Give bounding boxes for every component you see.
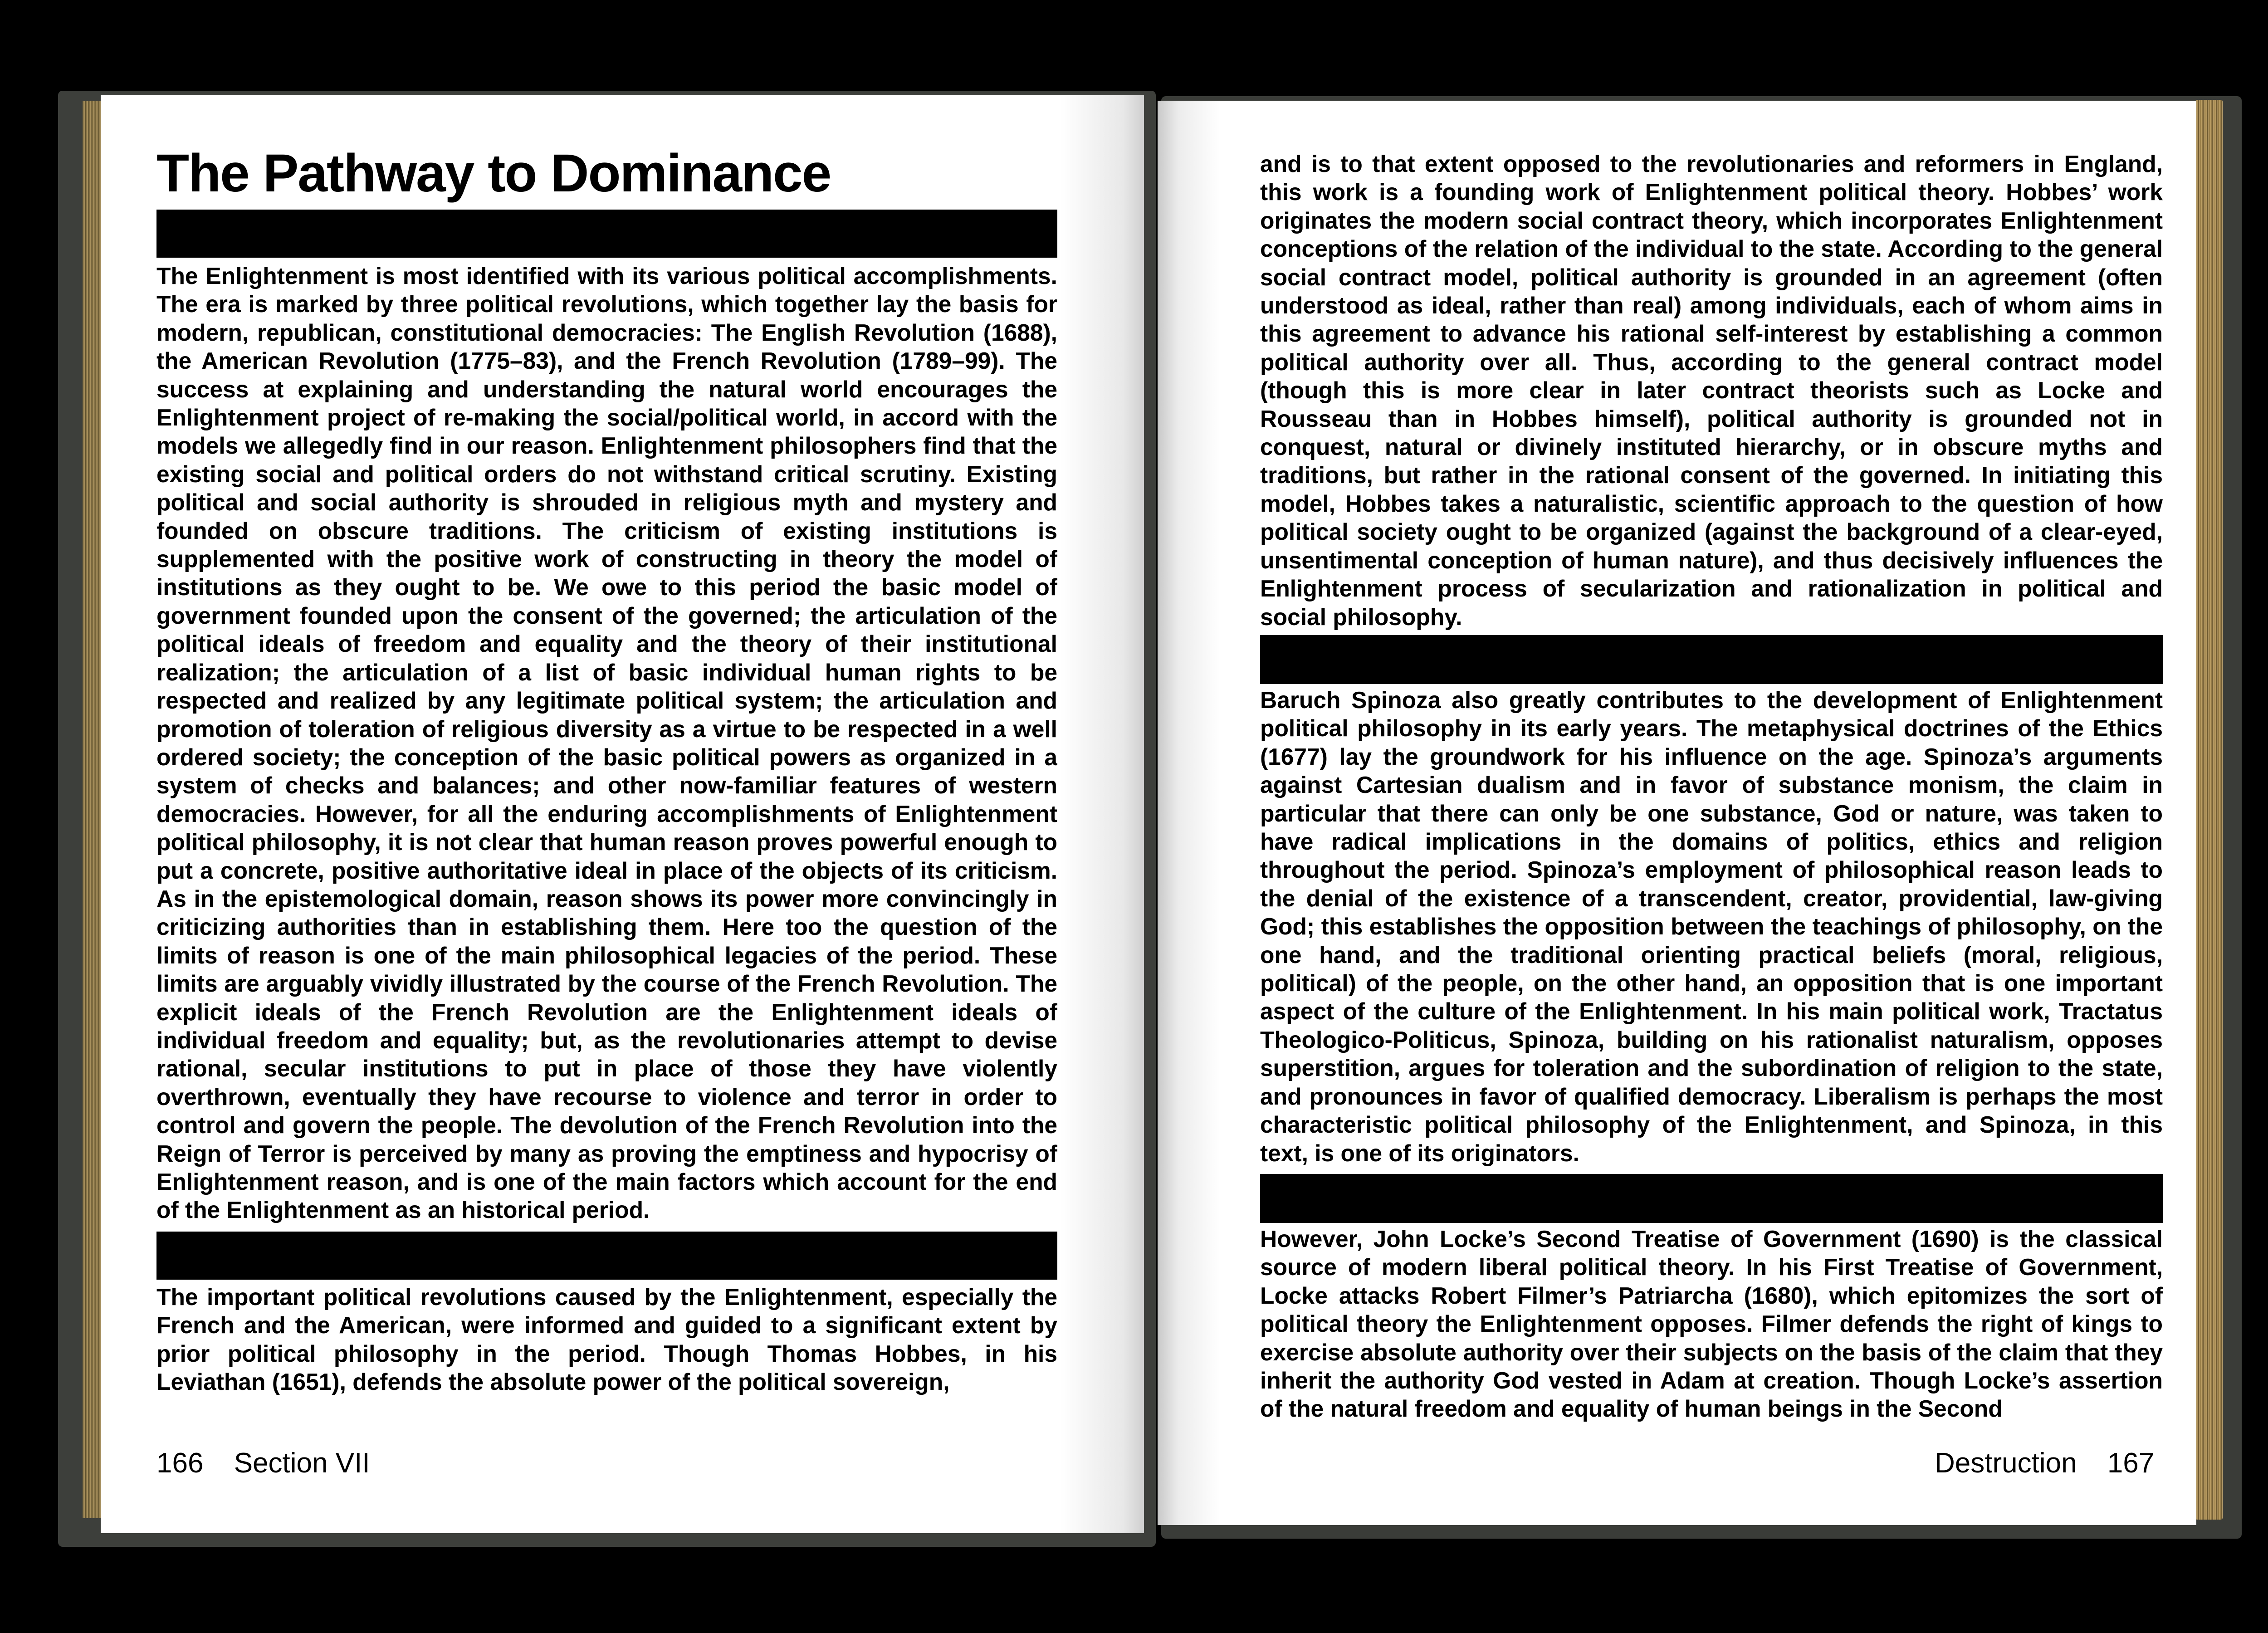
redaction-bar bbox=[1260, 1174, 2163, 1223]
page-edges-left bbox=[83, 101, 101, 1518]
page-title: The Pathway to Dominance bbox=[156, 143, 831, 203]
section-label: Section VII bbox=[234, 1447, 370, 1479]
left-paragraph-1: The Enlightenment is most identified with its various political accomplishments. The era is marked by three political revolutions, which together lay the basis for modern, republican, constitutional democracies: The English Revolution (1688), the American Revolution (1775–83), and the French Revolution (1789–99). The success at explaining and understanding the natural world encourages the Enlightenment project of re-making the social/political world, in accord with the models we allegedly find in our reason. Enlightenment philosophers find that the existing social and political orders do not withstand critical scrutiny. Existing political and social authority is shrouded in religious myth and mystery and founded on obscure traditions. The criticism of existing institutions is supplemented with the positive work of constructing in theory the model of institutions as they ought to be. We owe to this period the basic model of government founded upon the consent of the governed; the articulation of the political ideals of freedom and equality and the theory of their institutional realization; the articulation of a list of basic individual human rights to be respected and realized by any legitimate political system; the articulation and promotion of toleration of religious diversity as a virtue to be respected in a well ordered society; the conception of the basic political powers as organized in a system of checks and balances; and other now-familiar features of western democracies. However, for all the enduring accomplishments of Enlightenment political philosophy, it is not clear that human reason proves powerful enough to put a concrete, positive authoritative ideal in place of the objects of its criticism. As in the epistemological domain, reason shows its power more convincingly in criticizing authorities than in establishing them. Here too the question of the limits of reason is one of the main philosophical legacies of the period. These limits are arguably vividly illustrated by the course of the French Revolution. The explicit ideals of the French Revolution are the Enlightenment ideals of individual freedom and equality; but, as the revolutionaries attempt to devise rational, secular institutions to put in place of those they have violently overthrown, eventually they have recourse to violence and terror in order to control and govern the people. The devolution of the French Revolution into the Reign of Terror is perceived by many as proving the emptiness and hypocrisy of Enlightenment reason, and is one of the main factors which account for the end of the Enlightenment as an historical period. bbox=[156, 263, 1057, 1223]
section-label: Destruction bbox=[1935, 1447, 2077, 1479]
right-paragraph-1: and is to that extent opposed to the revolutionaries and reformers in England, this work is a founding work of Enlightenment political theory. Hobbes’ work originates the modern social contract theory, which incorporates Enlightenment conceptions of the relation of the individual to the state. According to the general social contract model, political authority is grounded in an agreement (often understood as ideal, rather than real) among individuals, each of whom aims in this agreement to advance his rational self-interest by establishing a common political authority over all. Thus, according to the general contract model (though this is more clear in later contract theorists such as Locke and Rousseau than in Hobbes himself), political authority is grounded not in conquest, natural or divinely instituted hierarchy, or in obscure myths and traditions, but rather in the rational consent of the governed. In initiating this model, Hobbes takes a naturalistic, scientific approach to the question of how political society ought to be organized (against the background of a clear-eyed, unsentimental conception of human nature), and thus decisively influences the Enlightenment process of secularization and rationalization in political and social philosophy. bbox=[1260, 151, 2163, 630]
right-folio bbox=[1935, 1447, 2154, 1479]
page-number: 166 bbox=[156, 1447, 204, 1479]
page-edges-right bbox=[2195, 100, 2223, 1520]
redaction-bar bbox=[156, 210, 1057, 258]
left-paragraph-2: The important political revolutions caused by the Enlightenment, especially the French and the American, were informed and guided to a significant extent by prior political philosophy in the period. Though Thomas Hobbes, in his Leviathan (1651), defends the absolute power of the political sovereign, bbox=[156, 1284, 1057, 1395]
page-number: 167 bbox=[2107, 1447, 2155, 1479]
redaction-bar bbox=[156, 1232, 1057, 1280]
left-folio bbox=[156, 1447, 370, 1479]
redaction-bar bbox=[1260, 635, 2163, 684]
right-paragraph-3: However, John Locke’s Second Treatise of Government (1690) is the classical source of modern liberal political theory. In his First Treatise of Government, Locke attacks Robert Filmer’s Patriarcha (1680), which epitomizes the sort of political theory the Enlightenment opposes. Filmer defends the right of kings to exercise absolute authority over their subjects on the basis of the claim that they inherit the authority God vested in Adam at creation. Though Locke’s assertion of the natural freedom and equality of human beings in the Second bbox=[1260, 1226, 2163, 1422]
right-paragraph-2: Baruch Spinoza also greatly contributes to the development of Enlightenment political philosophy in its early years. The metaphysical doctrines of the Ethics (1677) lay the groundwork for his influence on the age. Spinoza’s arguments against Cartesian dualism and in favor of substance monism, the claim in particular that there can only be one substance, God or nature, was taken to have radical implications in the domains of politics, ethics and religion throughout the period. Spinoza’s employment of philosophical reason leads to the denial of the existence of a transcendent, creator, providential, law-giving God; this establishes the opposition between the teachings of philosophy, on the one hand, and the traditional orienting practical beliefs (moral, religious, political) of the people, on the other hand, an opposition that is one important aspect of the culture of the Enlightenment. In his main political work, Tractatus Theologico-Politicus, Spinoza, building on his rationalist naturalism, opposes superstition, argues for toleration and the subordination of religion to the state, and pronounces in favor of qualified democracy. Liberalism is perhaps the most characteristic political philosophy of the Enlightenment, and Spinoza, in this text, is one of its originators. bbox=[1260, 687, 2163, 1166]
